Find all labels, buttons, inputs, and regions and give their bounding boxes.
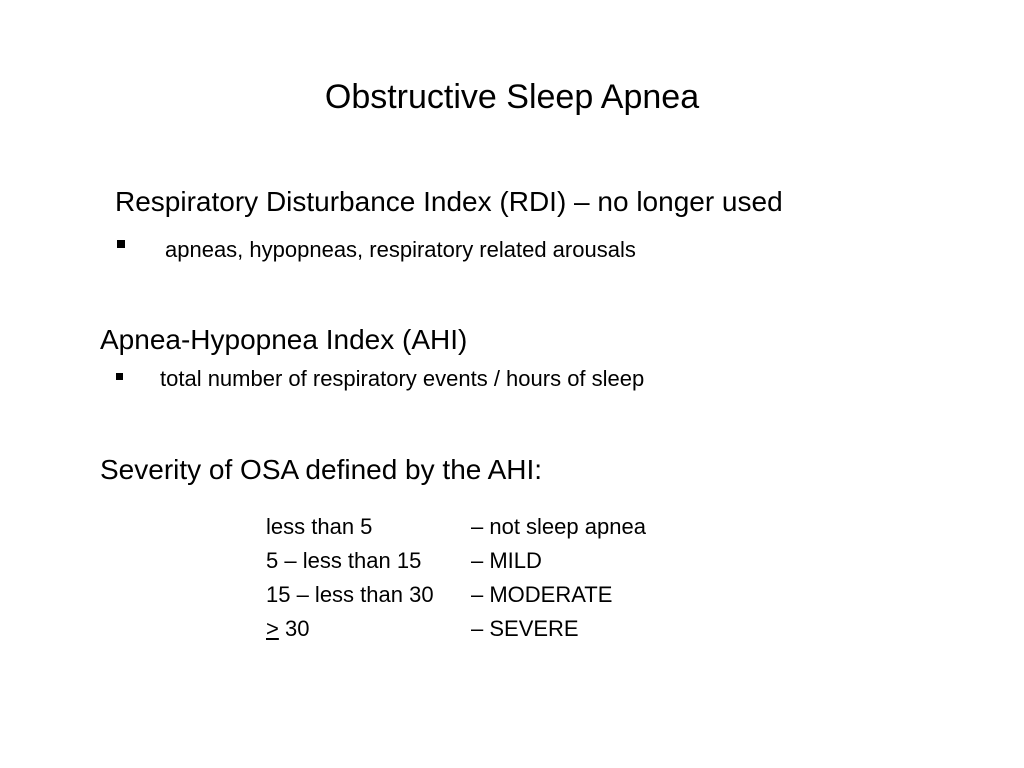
- slide-title: Obstructive Sleep Apnea: [324, 78, 700, 116]
- severity-range: 5 – less than 15: [266, 548, 422, 573]
- severity-label: – MODERATE: [471, 582, 613, 607]
- bullet-square-icon: [117, 240, 125, 248]
- ahi-heading: Apnea-Hypopnea Index (AHI): [100, 324, 468, 355]
- bullet-square-icon: [116, 373, 123, 380]
- severity-range: [266, 618, 309, 640]
- severity-label: – SEVERE: [471, 616, 579, 641]
- greater-equal-symbol: >: [266, 616, 279, 641]
- severity-heading: Severity of OSA defined by the AHI:: [100, 454, 543, 485]
- severity-label: – MILD: [471, 548, 542, 573]
- severity-range-value: 30: [278, 616, 310, 641]
- rdi-heading: Respiratory Disturbance Index (RDI) – no longer used: [115, 186, 783, 217]
- severity-range: less than 5: [266, 514, 373, 539]
- severity-range: 15 – less than 30: [266, 582, 434, 607]
- severity-label: – not sleep apnea: [471, 514, 646, 539]
- ahi-bullet: total number of respiratory events / hours of sleep: [160, 366, 645, 391]
- rdi-bullet: apneas, hypopneas, respiratory related arousals: [165, 237, 636, 262]
